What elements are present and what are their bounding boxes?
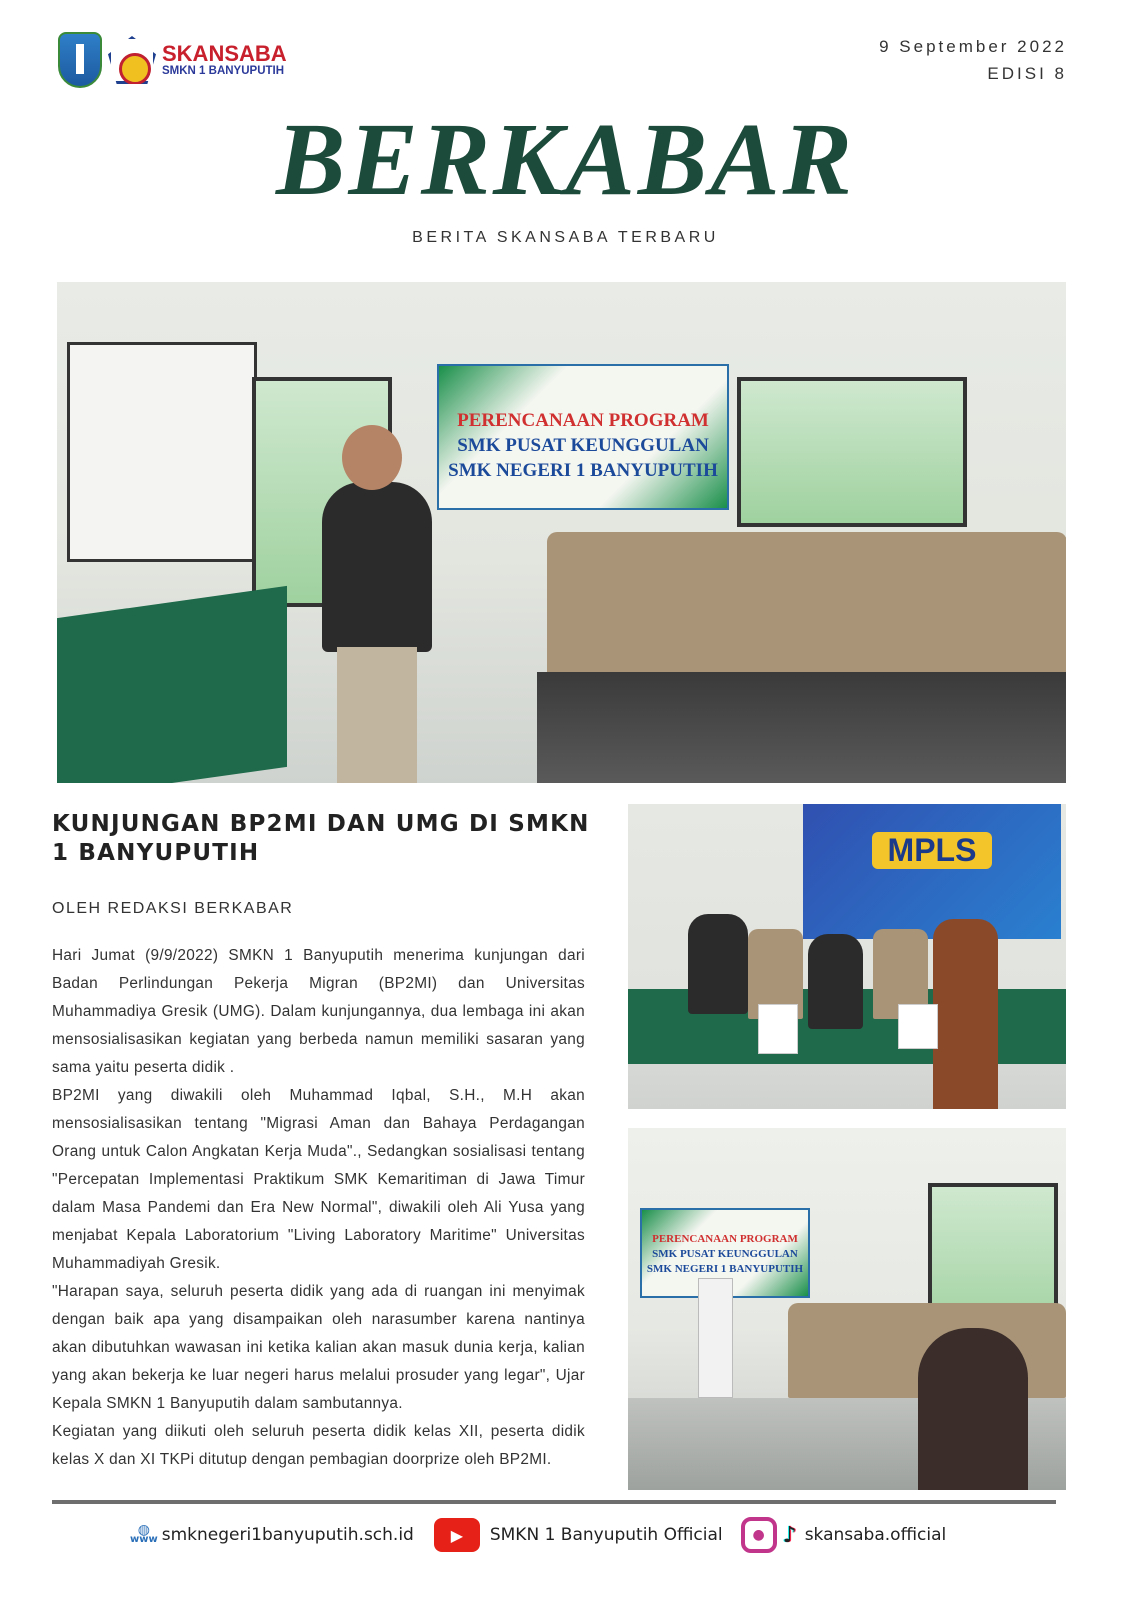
instagram-icon: ● xyxy=(741,1517,777,1553)
east-java-crest-logo xyxy=(58,32,102,88)
paragraph: "Harapan saya, seluruh peserta didik yang ada di ruangan ini menyimak dengan baik apa yang disampaikan oleh narasumber karena nantinya akan dibutuhkan wawasan ini ketika kalian akan masuk dunia kerja, kalian yang akan bekerja ke luar negeri harus melalui prosuder yang legar", Ujar Kepala SMKN 1 Banyuputih dalam sambutannya. xyxy=(52,1283,585,1412)
social-handle[interactable]: skansaba.official xyxy=(804,1525,947,1545)
masthead-subtitle: BERITA SKANSABA TERBARU xyxy=(412,229,719,246)
header-logos xyxy=(58,32,287,88)
web-prefix: www xyxy=(130,1534,158,1545)
audience-photo xyxy=(628,1128,1066,1490)
banner-line: PERENCANAAN PROGRAM xyxy=(457,410,709,431)
youtube-channel[interactable]: SMKN 1 Banyuputih Official xyxy=(489,1525,723,1545)
globe-icon: ◍ www xyxy=(130,1522,158,1545)
banner-line: SMK NEGERI 1 BANYUPUTIH xyxy=(646,1263,804,1275)
projector-screen xyxy=(67,342,257,562)
brand xyxy=(162,43,287,77)
banner-line: SMK PUSAT KEUNGGULAN xyxy=(457,435,709,456)
article-byline: OLEH REDAKSI BERKABAR xyxy=(52,900,294,917)
paragraph: Kegiatan yang diikuti oleh seluruh peserta didik kelas XII, peserta didik kelas X dan XI TKPi ditutup dengan pembagian doorprize oleh BP2MI. xyxy=(52,1423,585,1468)
mpls-photo xyxy=(628,804,1066,1109)
issue-edition: EDISI 8 xyxy=(987,64,1067,83)
main-photo xyxy=(57,282,1066,783)
banner-line: SMK NEGERI 1 BANYUPUTIH xyxy=(448,460,718,481)
banner-line: SMK PUSAT KEUNGGULAN xyxy=(652,1248,798,1260)
mpls-banner xyxy=(803,804,1061,939)
masthead-title: BERKABAR xyxy=(276,102,855,217)
issue-date: 9 September 2022 xyxy=(879,37,1067,56)
issue-info xyxy=(879,33,1067,87)
tiktok-icon: ♪ xyxy=(782,1522,797,1548)
mpls-text: MPLS xyxy=(872,832,992,869)
footer xyxy=(130,1517,946,1553)
website-link[interactable]: smknegeri1banyuputih.sch.id xyxy=(161,1525,414,1545)
youtube-icon: ▶ xyxy=(434,1518,480,1552)
banner-line: PERENCANAAN PROGRAM xyxy=(652,1233,798,1245)
footer-divider xyxy=(52,1500,1056,1504)
article-body xyxy=(52,942,585,1474)
brand-sub: SMKN 1 BANYUPUTIH xyxy=(162,65,285,77)
brand-name: SKANSABA xyxy=(162,41,287,66)
event-banner xyxy=(437,364,729,510)
school-seal-logo xyxy=(108,36,156,84)
article-headline: KUNJUNGAN BP2MI DAN UMG DI SMKN 1 BANYUPUTIH xyxy=(52,811,590,866)
paragraph: BP2MI yang diwakili oleh Muhammad Iqbal, S.H., M.H akan mensosialisasikan tentang "Migrasi Aman dan Bahaya Perdagangan Orang untuk Calon Angkatan Kerja Muda"., Sedangkan sosialisasi tentang "Percepatan Implementasi Praktikum SMK Kemaritiman di Jawa Timur dalam Masa Pandemi dan Era New Normal", diwakili oleh Ali Yusa yang menjabat Kepala Laboratorium "Living Laboratory Maritime" Universitas Muhammadiyah Gresik. xyxy=(52,1087,585,1272)
paragraph: Hari Jumat (9/9/2022) SMKN 1 Banyuputih menerima kunjungan dari Badan Perlindungan Pekerja Migran (BP2MI) dan Universitas Muhammadiya Gresik (UMG). Dalam kunjungannya, dua lembaga ini akan mensosialisasikan kegiatan yang berbeda namun memiliki sasaran yang sama yaitu peserta didik . xyxy=(52,947,585,1076)
